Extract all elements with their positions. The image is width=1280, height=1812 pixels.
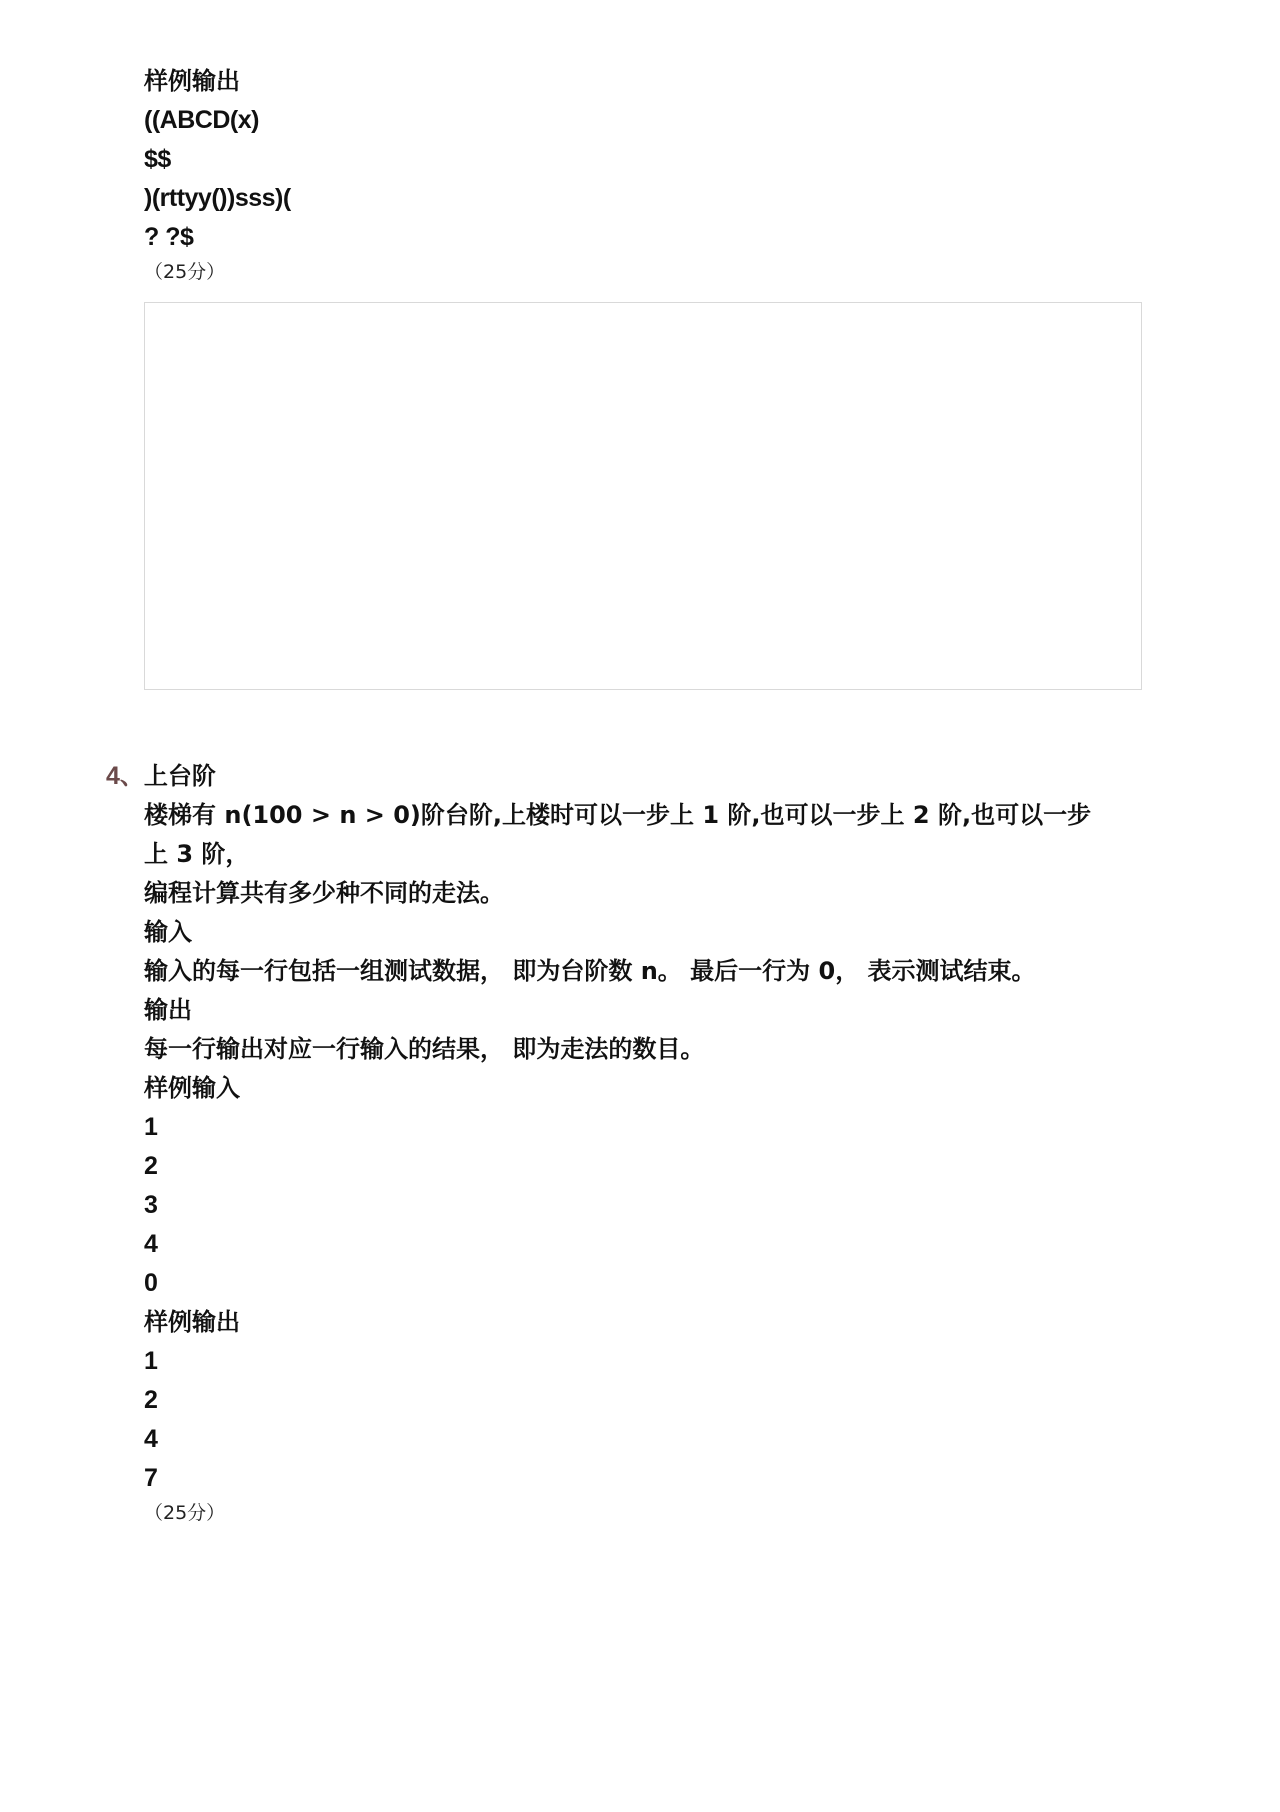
output-description: 每一行输出对应一行输入的结果， 即为走法的数目。 (144, 1035, 705, 1063)
sample-output-line: 4 (144, 1425, 158, 1453)
sample-output-line: 1 (144, 1347, 158, 1375)
score-label: （25分） (144, 261, 226, 283)
description-line: 楼梯有 n(100 > n > 0)阶台阶,上楼时可以一步上 1 阶,也可以一步上 2 阶,也可以一步 (144, 801, 1092, 829)
description-line: 上 3 阶， (144, 840, 250, 868)
answer-textarea[interactable] (144, 302, 1142, 690)
question-number-separator: 、 (119, 762, 144, 790)
sample-output-label: 样例输出 (144, 67, 240, 95)
sample-output-line: 7 (144, 1464, 158, 1492)
input-description: 输入的每一行包括一组测试数据， 即为台阶数 n。 最后一行为 0， 表示测试结束。 (144, 957, 1036, 985)
sample-input-line: 1 (144, 1113, 158, 1141)
sample-output-line: $$ (144, 145, 171, 173)
description-line: 编程计算共有多少种不同的走法。 (144, 879, 504, 907)
sample-input-line: 3 (144, 1191, 158, 1219)
question-4-heading (106, 757, 216, 796)
sample-output-line: 2 (144, 1386, 158, 1414)
sample-input-line: 4 (144, 1230, 158, 1258)
input-label: 输入 (144, 918, 192, 946)
sample-output-line: ? ?$ (144, 223, 194, 251)
q3-sample-output-section (144, 62, 291, 287)
question-title: 上台阶 (143, 762, 216, 790)
output-label: 输出 (144, 996, 192, 1024)
sample-output-label: 样例输出 (144, 1308, 240, 1336)
sample-input-line: 0 (144, 1269, 158, 1297)
score-label: （25分） (144, 1502, 226, 1524)
sample-output-line: )(rttyy())sss)( (144, 184, 291, 212)
sample-input-label: 样例输入 (144, 1074, 240, 1102)
question-number: 4 (106, 762, 120, 790)
sample-input-line: 2 (144, 1152, 158, 1180)
question-4-body (144, 796, 1091, 1528)
sample-output-line: ((ABCD(x) (144, 106, 259, 134)
